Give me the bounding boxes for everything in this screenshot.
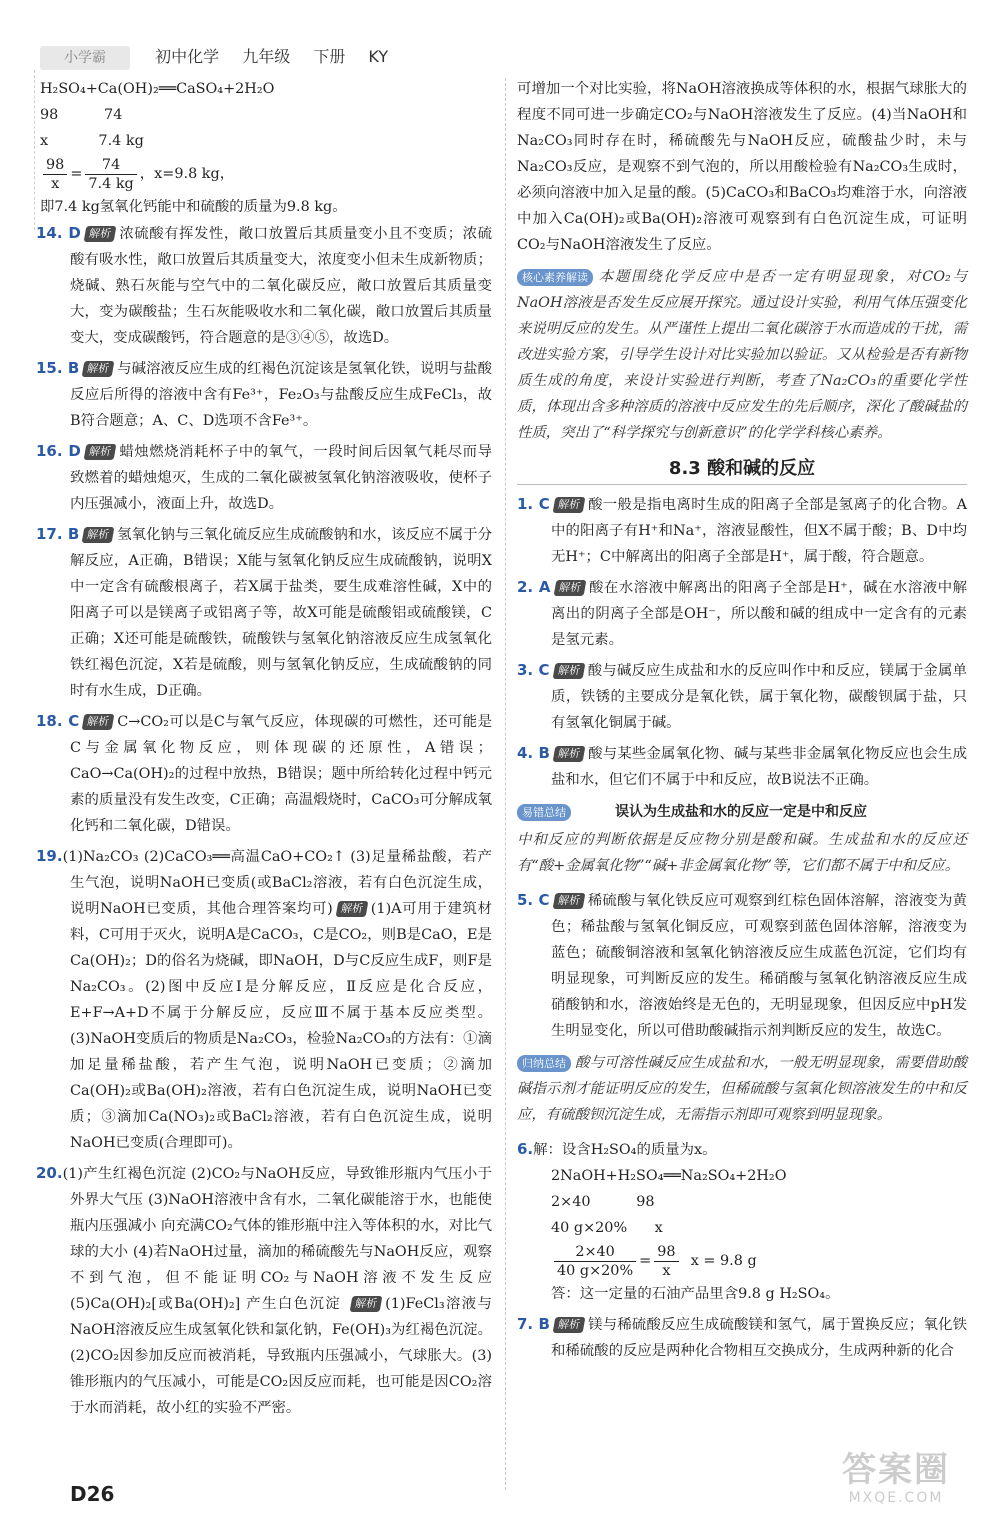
left-edge-rule <box>34 70 35 230</box>
answer-text: C→CO₂可以是C与氧气反应，体现碳的可燃性，还可能是C与金属氧化物反应，则体现碳的还原性，A错误；CaO→Ca(OH)₂的过程中放热，B错误；题中所给转化过程中钙元素的质量没有发生改变，C正确；高温煅烧时，CaCO₃可分解成氧化钙和二氧化碳，D错误。 <box>70 714 492 834</box>
answer-r5 <box>517 887 967 1044</box>
question-number: 15. B <box>36 359 80 377</box>
solution-equation: 2NaOH+H₂SO₄══Na₂SO₄+2H₂O <box>551 1168 787 1184</box>
calc-proportion: $\frac{98}{x}$ = $\frac{74}{7.4 kg}$ ，x=9.8 kg， <box>40 154 492 194</box>
right-column <box>517 76 967 1368</box>
analysis-tag: 解析 <box>82 714 115 730</box>
question-number: 6. <box>517 1140 534 1158</box>
calc-equation: H₂SO₄+Ca(OH)₂══CaSO₄+2H₂O <box>40 81 275 97</box>
question-number: 1. C <box>517 495 550 513</box>
analysis-tag: 解析 <box>82 527 115 543</box>
core-literacy-tag: 核心素养解读 <box>517 269 593 286</box>
error-summary-tag: 易错总结 <box>517 804 571 821</box>
core-literacy-note <box>517 264 967 446</box>
column-divider <box>505 78 506 1490</box>
answer-r3 <box>517 657 967 736</box>
analysis-tag: 解析 <box>553 746 586 762</box>
fraction <box>654 1243 678 1280</box>
watermark-logo <box>826 1450 966 1520</box>
summary-tag: 归纳总结 <box>517 1055 571 1072</box>
section-title: 8.3 酸和碱的反应 <box>517 454 967 485</box>
answer-text: 酸与某些金属氧化物、碱与某些非金属氧化物反应也会生成盐和水，但它们不属于中和反应，故B说法不正确。 <box>551 746 967 788</box>
frac-denominator: x <box>51 175 60 192</box>
answer-text: 氢氧化钠与三氧化硫反应生成硫酸钠和水，该反应不属于分解反应，A正确，B错误；X能与氢氧化钠反应生成硫酸钠，说明X中一定含有硫酸根离子，若X属于盐类，要生成难溶性碱，X中的阳离子可以是镁离子或铝离子等，故X可能是硫酸铝或硫酸镁，C正确；X还可能是硫酸铁，硫酸铁与氢氧化钠溶液反应生成氢氧化铁红褐色沉淀，X若是硫酸，则与氢氧化钠反应，生成硫酸钠的同时有水生成，D正确。 <box>70 527 492 699</box>
core-literacy-text: 本题围绕化学反应中是否一定有明显现象，对CO₂与NaOH溶液是否发生反应展开探究。通过设计实验，利用气体压强变化来说明反应的发生。从严谨性上提出二氧化碳溶于水而造成的干扰，需改进实验方案，引导学生设计对比实验加以验证。又从检验是否有新物质生成的角度，来设计实验进行判断，考查了Na₂CO₃的重要化学性质，体现出含多种溶质的溶液中反应发生的先后顺序，深化了酸碱盐的性质，突出了“科学探究与创新意识”的化学学科核心素养。 <box>517 269 967 441</box>
solution-answer: 答：这一定量的石油产品里含9.8 g H₂SO₄。 <box>551 1286 840 1302</box>
analysis-tag: 解析 <box>553 1317 586 1333</box>
question-number: 19. <box>36 847 63 865</box>
answer-text: 酸一般是指电离时生成的阳离子全部是氢离子的化合物。A中的阳离子有H⁺和Na⁺，溶液显酸性，但X不属于酸；B、D中均无H⁺；C中解离出的阳离子全部是H⁺，属于酸，符合题意。 <box>551 497 967 565</box>
watermark-text: 答案圈 <box>842 1450 950 1490</box>
answer-r2 <box>517 574 967 653</box>
tip-title: 误认为生成盐和水的反应一定是中和反应 <box>615 804 867 820</box>
summary-note <box>517 1050 967 1128</box>
header-grade: 九年级 <box>242 47 291 66</box>
answer-text: 浓硫酸有挥发性，敞口放置后其质量变小且不变质；浓硫酸有吸水性，敞口放置后其质量变大，浓度变小但未生成新物质；烧碱、熟石灰能与空气中的二氧化碳反应，敞口放置后其质量变大，变为碳酸盐；生石灰能吸收水和二氧化碳，敞口放置后其质量变大，变成碳酸钙，符合题意的是③④⑤，故选D。 <box>70 226 492 346</box>
answer-key: (1)Na₂CO₃ (2)CaCO₃══高温CaO+CO₂↑ (3)足量稀盐酸，若产生气泡，说明NaOH已变质(或BaCl₂溶液，若有白色沉淀生成，说明NaOH已变质，其他合理答案均可) <box>62 849 492 917</box>
analysis-tag: 解析 <box>335 901 368 917</box>
fraction <box>554 1243 636 1280</box>
answer-14 <box>36 220 492 351</box>
answer-text: (1)A可用于建筑材料，C可用于灭火，说明A是CaCO₃，C是CO₂，则B是CaO，E是Ca(OH)₂；D的俗名为烧碱，即NaOH，D与C反应生成F，则F是Na₂CO₃。(2)图中反应Ⅰ是分解反应，Ⅱ反应是化合反应，E+F→A+D不属于分解反应，反应Ⅲ不属于基本反应类型。(3)NaOH变质后的物质是Na₂CO₃，检验Na₂CO₃的方法有：①滴加足量稀盐酸，若产生气泡，说明NaOH已变质；②滴加Ca(OH)₂或Ba(OH)₂溶液，若有白色沉淀生成，说明NaOH已变质；③滴加Ca(NO₃)₂或BaCl₂溶液，若有白色沉淀生成，说明NaOH已变质(合理即可)。 <box>70 901 492 1151</box>
frac-denominator: 40 g×20% <box>557 1262 634 1279</box>
frac-denominator: 7.4 kg <box>88 175 134 192</box>
frac-numerator: 2×40 <box>554 1243 636 1262</box>
answer-15 <box>36 355 492 434</box>
answer-r1 <box>517 491 967 570</box>
answer-key: (1)产生红褐色沉淀 (2)CO₂与NaOH反应，导致锥形瓶内气压小于外界大气压 (3)NaOH溶液中含有水，二氧化碳能溶于水，也能使瓶内压强减小 向充满CO₂气体的锥形瓶中注入等体积的水，对比气球的大小 (4)若NaOH过量，滴加的稀硫酸先与NaOH反应，观察不到气泡，但不能证明CO₂与NaOH溶液不发生反应 (5)Ca(OH)₂[或Ba(OH)₂] 产生白色沉淀 <box>62 1166 492 1312</box>
answer-20 <box>36 1160 492 1421</box>
frac-denominator: x <box>662 1262 671 1279</box>
answer-r6 <box>517 1136 967 1307</box>
frac-numerator: 98 <box>43 156 67 175</box>
frac-numerator: 98 <box>654 1243 678 1262</box>
question-number: 14. D <box>36 224 81 242</box>
answer-text: 酸与碱反应生成盐和水的反应叫作中和反应，镁属于金属单质，铁锈的主要成分是氧化铁，属于氧化物，碳酸钡属于盐，只有氢氧化铜属于碱。 <box>551 663 967 731</box>
header-subject: 初中化学 <box>155 47 220 66</box>
answer-20-continued: 可增加一个对比实验，将NaOH溶液换成等体积的水，根据气球胀大的程度不同可进一步确定CO₂与NaOH溶液发生了反应。(4)当NaOH和Na₂CO₃同时存在时，稀硫酸先与NaOH反应，硫酸盐少时，未与Na₂CO₃反应，是观察不到气泡的，所以用酸检验有Na₂CO₃生成时，必须向溶液中加入足量的酸。(5)CaCO₃和BaCO₃均难溶于水，向溶液中加入Ca(OH)₂或Ba(OH)₂溶液可观察到有白色沉淀生成，可证明CO₂与NaOH溶液发生了反应。 <box>517 81 967 253</box>
page-number: D26 <box>70 1482 115 1506</box>
answer-text: 酸在水溶液中解离出的阳离子全部是H⁺，碱在水溶液中解离出的阴离子全部是OH⁻，所以酸和碱的组成中一定含有的元素是氢元素。 <box>551 580 968 648</box>
brand-logo: 小学霸 <box>40 46 130 70</box>
tip-header <box>517 799 967 825</box>
question-number: 7. B <box>517 1315 550 1333</box>
question-number: 5. C <box>517 891 550 909</box>
analysis-tag: 解析 <box>82 361 115 377</box>
analysis-tag: 解析 <box>552 497 585 513</box>
answer-text: 镁与稀硫酸反应生成硫酸镁和氢气，属于置换反应；氧化铁和稀硫酸的反应是两种化合物相互交换成分，生成两种新的化合 <box>551 1317 967 1359</box>
solution-row-2: 40 g×20% x <box>551 1220 663 1236</box>
calc-conclusion: 即7.4 kg氢氧化钙能中和硫酸的质量为9.8 kg。 <box>40 199 347 215</box>
answer-text: 与碱溶液反应生成的红褐色沉淀该是氢氧化铁，说明与盐酸反应后所得的溶液中含有Fe³⁺，Fe₂O₃与盐酸反应生成FeCl₃，故B符合题意；A、C、D选项不含Fe³⁺。 <box>70 361 492 429</box>
solution-row-1: 2×40 98 <box>551 1194 655 1210</box>
question-number: 3. C <box>517 661 550 679</box>
question-number: 17. B <box>36 525 80 543</box>
calc-result: ，x=9.8 kg， <box>139 166 235 182</box>
header-volume: 下册 <box>313 47 346 66</box>
question-number: 18. C <box>36 712 80 730</box>
calc-block <box>36 76 492 220</box>
fraction <box>43 156 67 193</box>
analysis-tag: 解析 <box>552 893 585 909</box>
analysis-tag: 解析 <box>83 444 116 460</box>
answer-r7 <box>517 1311 967 1364</box>
header-edition: KY <box>368 47 389 66</box>
error-summary-text: 中和反应的判断依据是反应物分别是酸和碱。生成盐和水的反应还有“酸+金属氧化物”“碱+非金属氧化物”等，它们都不属于中和反应。 <box>517 832 967 874</box>
watermark-url: MXQE.COM <box>848 1490 944 1506</box>
analysis-tag: 解析 <box>553 580 586 596</box>
answer-18 <box>36 708 492 839</box>
answer-text: 稀硫酸与氧化铁反应可观察到红棕色固体溶解，溶液变为黄色；稀盐酸与氢氧化铜反应，可观察到蓝色固体溶解，溶液变为蓝色；硫酸铜溶液和氢氧化钠溶液反应生成蓝色沉淀，它们均有明显现象，可判断反应的发生。稀硝酸与氢氧化钠溶液反应生成硝酸钠和水，溶液始终是无色的，无明显现象，但因反应中pH发生明显变化，所以可借助酸碱指示剂判断反应的发生，故选C。 <box>551 893 967 1039</box>
solution-intro: 解：设含H₂SO₄的质量为x。 <box>533 1142 717 1158</box>
calc-row-2: x 7.4 kg <box>40 133 144 149</box>
answer-text: (1)FeCl₃溶液与NaOH溶液反应生成氢氧化铁和氯化钠，Fe(OH)₃为红褐色沉淀。(2)CO₂因参加反应而被消耗，导致瓶内压强减小，气球胀大。(3)锥形瓶内的气压减小，可能是CO₂因反应而耗，也可能是因CO₂溶于水而消耗，故小红的实验不严密。 <box>70 1296 493 1416</box>
summary-text: 酸与可溶性碱反应生成盐和水，一般无明显现象，需要借助酸碱指示剂才能证明反应的发生，但稀硫酸与氢氧化钡溶液发生的中和反应，有硫酸钡沉淀生成，无需指示剂即可观察到明显现象。 <box>517 1055 967 1123</box>
calc-row-1: 98 74 <box>40 107 123 123</box>
analysis-tag: 解析 <box>552 663 585 679</box>
fraction <box>85 156 136 193</box>
answer-text: 蜡烛燃烧消耗杯子中的氧气，一段时间后因氧气耗尽而导致燃着的蜡烛熄灭，生成的二氧化碳被氢氧化钠溶液吸收，使杯子内压强减小，液面上升，故选D。 <box>70 444 492 512</box>
answer-r4 <box>517 740 967 793</box>
frac-numerator: 74 <box>85 156 136 175</box>
left-column <box>36 76 492 1425</box>
solution-result: x = 9.8 g <box>690 1253 757 1269</box>
analysis-tag: 解析 <box>350 1296 383 1312</box>
answer-19 <box>36 843 492 1156</box>
answer-17 <box>36 521 492 704</box>
answer-16 <box>36 438 492 517</box>
question-number: 2. A <box>517 578 551 596</box>
analysis-tag: 解析 <box>83 226 116 242</box>
question-number: 20. <box>36 1164 63 1182</box>
question-number: 4. B <box>517 744 550 762</box>
question-number: 16. D <box>36 442 81 460</box>
solution-proportion: $\frac{2\times 40}{40 g\times 20\%}$ = $\frac{98}{x}$ x = 9.8 g <box>551 1241 967 1281</box>
page-header <box>40 44 406 70</box>
